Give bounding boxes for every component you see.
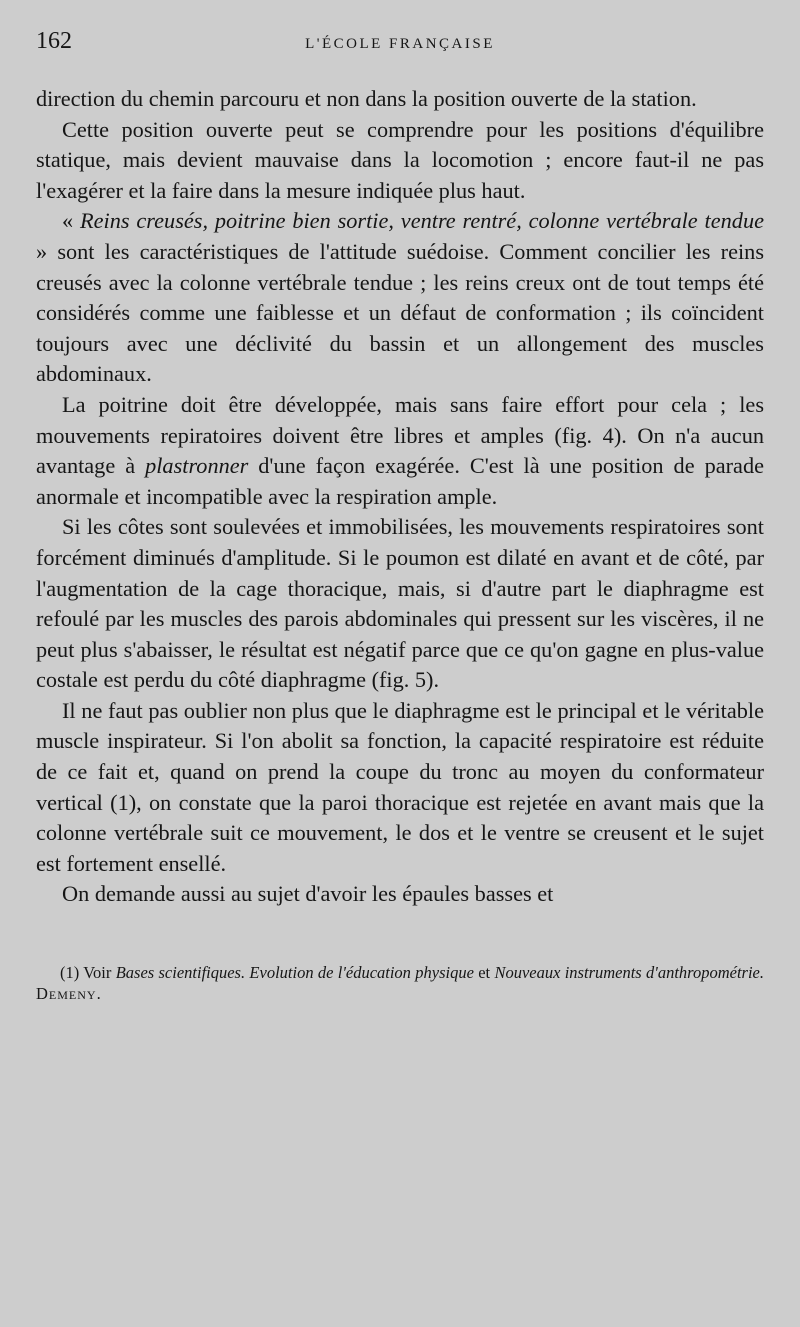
paragraph xyxy=(36,115,764,207)
paragraph-text: On demande aussi au sujet d'avoir les épaules basses et xyxy=(62,881,554,907)
footnote-text: et xyxy=(473,963,495,983)
paragraph-text: La poitrine doit être développée, mais sans faire effort pour cela ; les mouvements repiratoires doivent être libres et amples (fig. 4). On n'a aucun avantage à xyxy=(36,391,764,479)
footnote-marker: (1) Voir xyxy=(60,963,116,983)
paragraph-text: Si les côtes sont soulevées et immobilisées, les mouvements respiratoires sont forcément diminués d'amplitude. Si le poumon est dilaté en avant et de côté, par l'augmentation de la cage thoracique, mais, si d'autre part le diaphragme est refoulé par les muscles des parois abdominales qui pressent sur les viscères, il ne peut plus s'abaisser, le résultat est négatif parce que ce qu'on gagne en plus-value costale est perdu du côté diaphragme (fig. 5). xyxy=(36,514,764,693)
footnote-title: Bases scientifiques. Evolution de l'éducation physique xyxy=(115,963,474,983)
paragraph xyxy=(36,84,764,115)
paragraph-text: Cette position ouverte peut se comprendre pour les positions d'équilibre statique, mais devient mauvaise dans la locomotion ; encore faut-il ne pas l'exagérer et la faire dans la mesure indiquée plus haut. xyxy=(36,116,764,203)
paragraph xyxy=(36,390,764,512)
footnote-title: Nouveaux instruments d'anthropométrie. xyxy=(494,963,764,983)
quote-mark: « xyxy=(62,208,81,234)
paragraph-text: d'une façon exagérée. C'est là une position de parade anormale et incompatible avec la respiration ample. xyxy=(36,453,764,509)
italic-quote: Reins creusés, poitrine bien sortie, ventre rentré, colonne vertébrale tendue xyxy=(80,208,764,234)
paragraph xyxy=(36,512,764,696)
page-header xyxy=(36,28,764,68)
page-number: 162 xyxy=(36,28,72,54)
footnote xyxy=(36,962,764,1004)
paragraph-text: Il ne faut pas oublier non plus que le diaphragme est le principal et le véritable muscle inspirateur. Si l'on abolit sa fonction, la capacité respiratoire est réduite de ce fait et, quand on prend la coupe du tronc au moyen du conformateur vertical (1), on constate que la paroi thoracique est rejetée en avant mais que la colonne vertébrale suit ce mouvement, le dos et le ventre se creusent et le sujet est fortement ensellé. xyxy=(36,697,764,876)
footnote-author: Demeny. xyxy=(36,984,102,1004)
running-head: L'ÉCOLE FRANÇAISE xyxy=(305,36,495,52)
paragraph xyxy=(36,206,764,390)
italic-term: plastronner xyxy=(145,453,249,479)
paragraph-text: » sont les caractéristiques de l'attitude suédoise. Comment concilier les reins creusés avec la colonne vertébrale tendue ; les reins creux ont de tout temps été considérés comme une faiblesse et un défaut de conformation ; ils coïncident toujours avec une déclivité du bassin et un allongement des muscles abdominaux. xyxy=(36,238,764,387)
paragraph xyxy=(36,879,764,910)
paragraph-text: direction du chemin parcouru et non dans la position ouverte de la station. xyxy=(36,86,697,111)
paragraph xyxy=(36,696,764,880)
body-text xyxy=(36,84,764,910)
